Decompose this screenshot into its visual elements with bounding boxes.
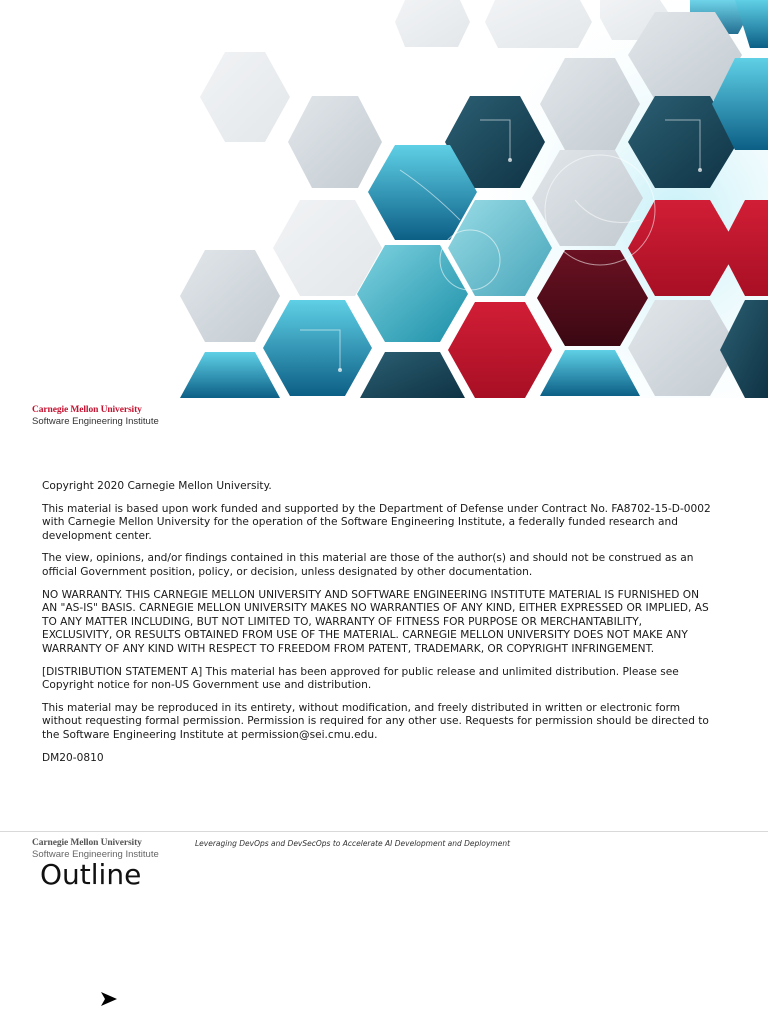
sei-wordmark: Software Engineering Institute [32, 416, 159, 427]
notice-paragraph: [DISTRIBUTION STATEMENT A] This material has been approved for public release and unlimited distribution. Please see Copyright notice for non-US Government use and distribution. [42, 665, 679, 692]
notice-paragraph: The view, opinions, and/or findings contained in this material are those of the author(s) and should not be construed as an official Government position, policy, or decision, unless designated by other documentation. [42, 552, 694, 578]
hexagon [485, 0, 592, 48]
presentation-footer-title: Leveraging DevOps and DevSecOps to Accelerate AI Development and Deployment [195, 839, 511, 848]
sei-wordmark: Software Engineering Institute [32, 849, 159, 860]
cmu-wordmark: Carnegie Mellon University [32, 405, 142, 415]
slide-divider [0, 398, 768, 400]
hexagon [395, 0, 470, 47]
slide-divider [0, 831, 768, 832]
notice-paragraph: NO WARRANTY. THIS CARNEGIE MELLON UNIVERSITY AND SOFTWARE ENGINEERING INSTITUTE MATERIAL IS FURNISHED ON AN "AS-IS" BASIS. CARNEGIE MELLON UNIVERSITY MAKES NO WARRANTIES OF ANY KIND, EITHER EXPRESSED OR IMPLIED, AS TO ANY MATTER INCLUDING, BUT NOT LIMITED TO, WARRANTY OF FITNESS FOR PURPOSE OR MERCHANTABILITY, EXCLUSIVITY, OR RESULTS OBTAINED FROM USE OF THE MATERIAL. CARNEGIE MELLON UNIVERSITY DOES NOT MAKE ANY WARRANTY OF ANY KIND WITH RESPECT TO FREEDOM FROM PATENT, TRADEMARK, OR COPYRIGHT INFRINGEMENT. [42, 588, 709, 655]
notice-paragraph: This material is based upon work funded and supported by the Department of Defense under Contract No. FA8702-15-D-0002 with Carnegie Mellon University for the operation of the Software Engineering Institute, a federally funded research and development center. [42, 502, 711, 542]
cmu-sei-logo [32, 405, 159, 428]
copyright-notice [42, 480, 712, 774]
notice-paragraph: DM20-0810 [42, 751, 104, 764]
notice-paragraph: Copyright 2020 Carnegie Mellon University. [42, 480, 272, 492]
arrowhead-bullet-icon [100, 990, 118, 1008]
slide-title: Outline [40, 858, 142, 891]
cover-slide [0, 0, 768, 400]
notice-paragraph: This material may be reproduced in its entirety, without modification, and freely distributed in written or electronic form without requesting formal permission. Permission is required for any other use. Requests for permission should be directed to the Software Engineering Institute at permission@sei.cmu.edu. [42, 701, 709, 741]
cmu-wordmark: Carnegie Mellon University [32, 838, 142, 848]
hexagon-banner-art [0, 0, 768, 400]
